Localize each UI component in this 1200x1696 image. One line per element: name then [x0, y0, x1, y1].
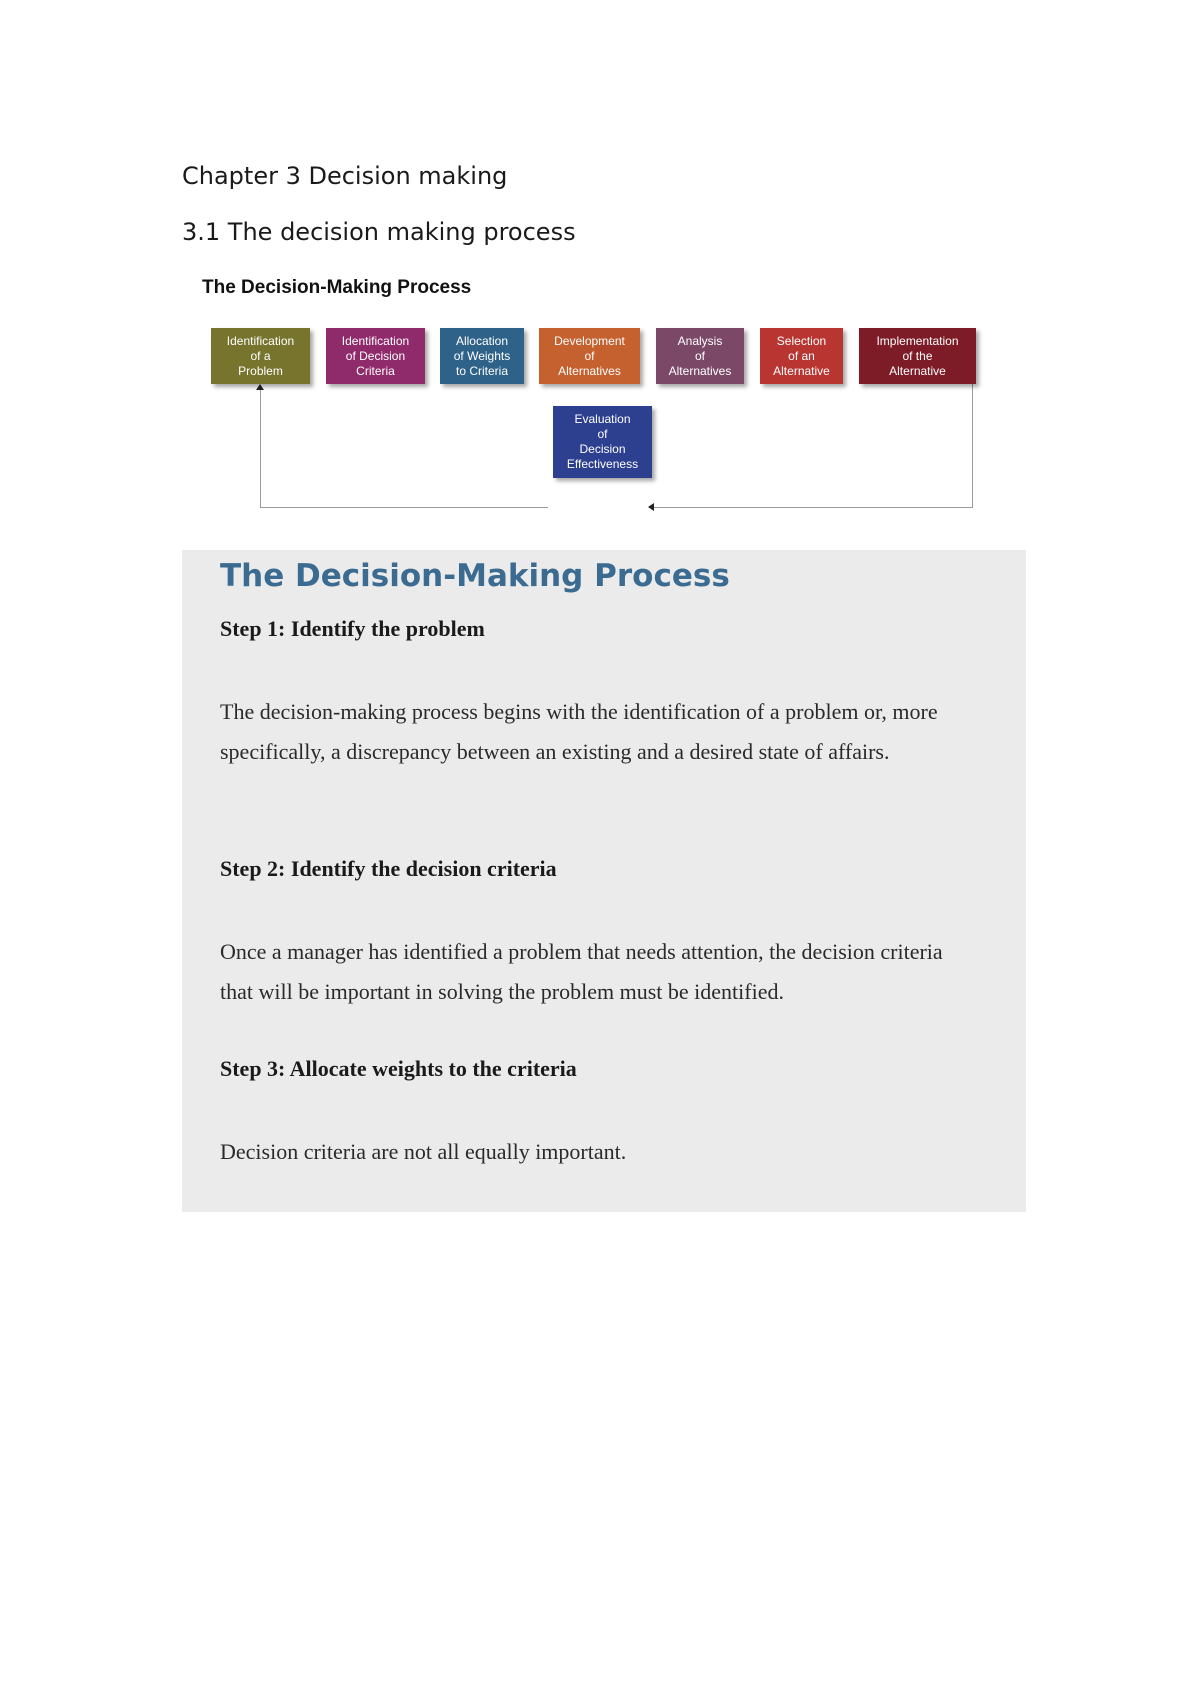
feedback-line-left [260, 390, 261, 508]
step-box-analysis-of-alternatives: Analysis of Alternatives [656, 328, 744, 384]
step-box-identification-of-problem: Identification of a Problem [211, 328, 310, 384]
step-3-body: Decision criteria are not all equally important. [220, 1139, 627, 1164]
step-box-evaluation-of-effectiveness: Evaluation of Decision Effectiveness [553, 406, 652, 478]
step-box-allocation-of-weights: Allocation of Weights to Criteria [440, 328, 524, 384]
step-1-heading: Step 1: Identify the problem [220, 616, 485, 641]
step-2-body: Once a manager has identified a problem that needs attention, the decision criteria that will be important in solving the problem must be identified. [220, 939, 943, 1004]
panel-title: The Decision-Making Process [220, 558, 730, 594]
step-box-development-of-alternatives: Development of Alternatives [539, 328, 640, 384]
step-2-heading: Step 2: Identify the decision criteria [220, 856, 557, 881]
arrow-into-evaluation-icon [648, 503, 654, 511]
feedback-line-bottom-left [260, 507, 548, 508]
chapter-title: Chapter 3 Decision making [182, 162, 508, 190]
step-box-identification-of-criteria: Identification of Decision Criteria [326, 328, 425, 384]
step-box-implementation-of-alternative: Implementation of the Alternative [859, 328, 976, 384]
decision-process-diagram [182, 268, 1002, 488]
diagram-title: The Decision-Making Process [202, 277, 472, 298]
arrow-up-to-problem-icon [256, 384, 264, 390]
decision-process-panel [182, 550, 1026, 1212]
step-box-selection-of-alternative: Selection of an Alternative [760, 328, 843, 384]
feedback-line-bottom-right [654, 507, 973, 508]
step-3-heading: Step 3: Allocate weights to the criteria [220, 1056, 577, 1081]
step-1-body: The decision-making process begins with the identification of a problem or, more specifically, a discrepancy between an existing and a desired state of affairs. [220, 699, 938, 764]
section-title: 3.1 The decision making process [182, 218, 576, 246]
